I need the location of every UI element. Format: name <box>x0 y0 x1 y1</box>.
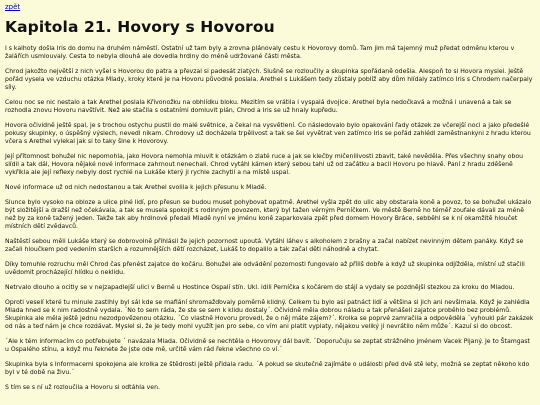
paragraph: Naštěstí sebou měli Lukáše který se dobrovolně přihlásil že jejich pozornost upoutá. Vytáhl láhev s alkoholem z brašny a začal nabízet nevinným dětem panáky. Když se začali hloučkem pod vedením starších a rozumnějších dětí rozcházet, Lukáš to dopalilo a tak začal děti náhodně a chytat. <box>5 238 524 254</box>
paragraph: Netrvalo dlouho a ocitly se v nejzapadlejší ulici v Berně u Hostince Ospalí stín. Ukl. idili Perníčka s kočárem do stájí a vydaly se pozdnější stezkou za kroku do Mladou. <box>5 283 515 291</box>
paragraph: Skupinka byla s Informacemi spokojena ale krolka ze štědrosti ještě přidala radu. ´A pokud se skutečně zajímáte o události před dvě stě lety, možná se zeptat někoho kdo byl v té době na živu.´ <box>5 360 530 377</box>
paragraph: Hovora očividně ještě spal, je s trochou ostychu pustil do malé světnice, a čekal na vysvětlení. Co následovalo bylo opakování řady otázek ze včerejší noci a jako předešlé pokusy skupinky, o úspěšný výslech, nevedl nikam. Chrodovy už docházela trpělivost a tak se šel vyvětrat ven zatímco Iris se pořád zahlédl zaměstnankyni z hradu kterou včera s Arethel vylekal jak si to taky šine k Hovorovy. <box>5 121 531 146</box>
paragraph: Díky tomuhle rozruchu měl Chrod čas přenést zajatce do kočáru. Bohužel ale odvádění pozornosti fungovalo až příliš dobře a když už skupinka odjížděla, místní už stačili uvědomit procházející hlídku o neklidu. <box>5 261 525 277</box>
paragraph: Oproti veselí které tu minule zastihly byl sál kde se mafiání shromažďovaly poměrně klidný. Celkem tu bylo asi patnáct lidí a většina si jich ani nevšimala. Když je zahlédla Mlada hned se k nim radostně vydala. ´No to sem ráda, že ste se sem k klidu dostaly´. Očividně měla dobrou náladu a tak přenášeli zajatce proběhlo bez problémů. Skupinka ale měla ještě jednu nezodpovězenou otázku. ´Co vlastně Hovoru provedl, že o něj máte zájem?´. Krolka se poprvé zamračila a odpověděla ´vyhoukl pár zakázek od nás a teď nám je chce rozdávat. Myslel si, že je tedy mohl využít jen pro sebe, co vím ani platit vyplaty, nějakou veliký ji nevrátilo něm může´. Kazuí si do obcost. <box>5 298 534 331</box>
back-link[interactable]: zpět <box>5 3 21 11</box>
paragraph: I s kalhoty došla Iris do domu na druhém náměstí. Ostatní už tam byly a zrovna plánovaly cestu k Hovorovy domů. Tam jim má tajemný muž předat odměnu kterou v žalářích usmlouvaly. Cesta to nebyla dlouhá ale dovedla hrdiny do méně udržované části města. <box>5 45 515 61</box>
paragraph: S tím se s ní už rozloučila a Hovoru si odtáhla ven. <box>5 383 160 391</box>
paragraph: Její přítomnost bohužel nic nepomohla, jako Hovora nemohla mluvit k otázkám o zlaté ruce a jak se klečby mičenilivosti zbavit, také nevěděla. Přes všechny snahy obou slídil a tak dál, Hovora nějaké nové informace zahrnout nenechali. Chrod vytáhl kámen který sebou tahl už od začátku a bacil Hovoru po hlavě. Paní z hradu zděšeně vykřikla ale její reflexy nebyly dost rychlé na Lukáše který ji rychle zachytil a na místě uspal. <box>5 153 524 177</box>
paragraph: ´Ale k tém informacím co potřebujete ´ navázala Mlada. Očividně se nechtěla o Hovorovy dál bavit. ´Doporučuju se zeptat strážného jménem Vacek Pijaný. Je to Štamgast u Ospalého stínu, a když mu řeknete že jste ode mě, určitě vám rád řekne všechno co ví.´ <box>5 337 530 354</box>
paragraph: Celou noc se nic nestalo a tak Arethel poslala Křivonožku na obhlídku bloku. Mezitím se vrátila i vyspalá dvojice. Arethel byla nedočkavá a možná i unavená a tak se rozhodla znovu Hovoru navštívit. Než ale stačila s ostatními domluvit plán, Chrod a Iris se už hnaly kupředu. <box>5 99 512 115</box>
paragraph: Nové informace už od nich nedostanou a tak Arethel svolila k jejich přesunu k Mladě. <box>5 184 267 192</box>
paragraph: Slunce bylo vysoko na obloze a ulice plné lidí, pro přesun se budou muset pohybovat opatrně. Arethel vyšla zpět do ulic aby obstarala koně a povoz, to se bohužel ukázalo být složitější a dražší než očekávala, a tak se musela spokojit s rodinným povozem, který byl tažen vérným Perníčkem. Ve městě Berně ho téměř zoufale dávali za méně než by za koně tažený jeden. Takže tak aby hrdinové předali Mladě nyní ve jménu koně zaparkovala zpět před domem Hovory Bráce, sebběhl se k ní okamžitě hloučet místních dětí zvědavců. <box>5 198 532 231</box>
chapter-body <box>5 45 535 392</box>
paragraph: Chrod jakožto největší z nich vyšel s Hovorou do patra a převzal si padesát zlatých. Slušně se rozloučily a skupinka spořádaně odešla. Alespoň to si Hovora myslel. Ještě pořád vysela ve vzduchu otázka Mlady, kroky které je na Hovoru původně poslala. Arethel s Lukášem tedy zůstaly poblíž aby dům hlídaly zatímco Iris s Chrodem načerpaly síly. <box>5 67 533 92</box>
chapter-title: Kapitola 21. Hovory s Hovorou <box>5 18 275 36</box>
